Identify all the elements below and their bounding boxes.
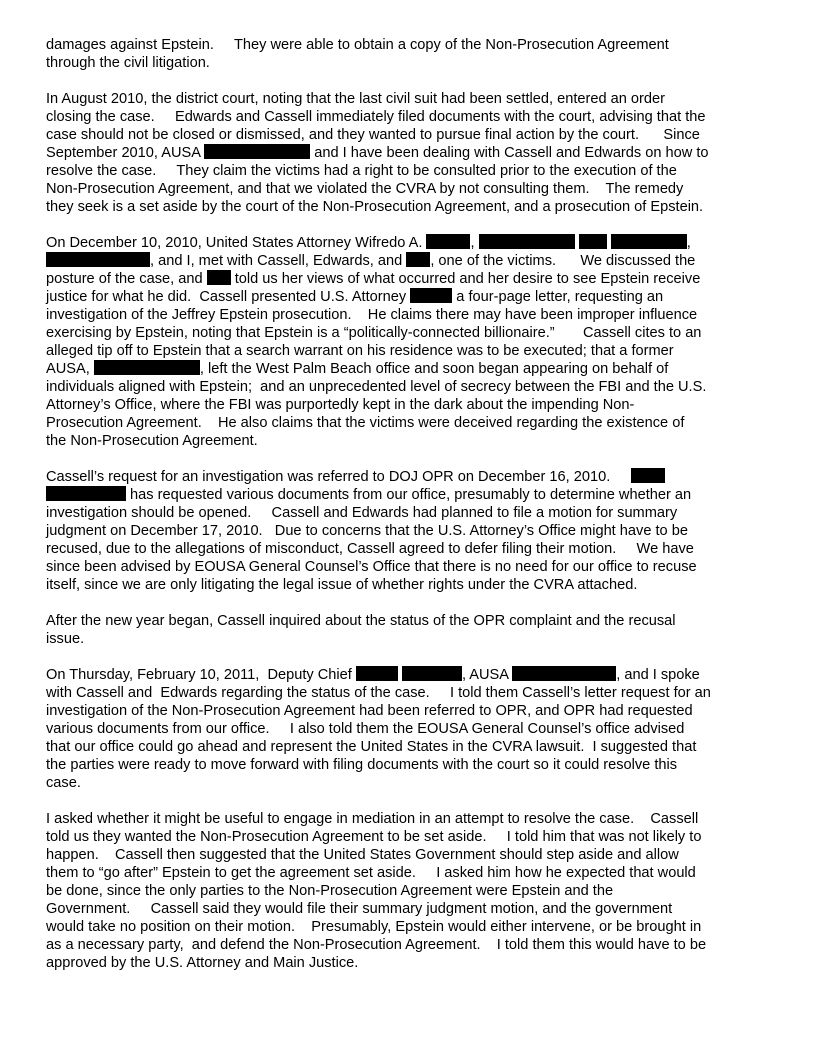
text-line: After the new year began, Cassell inquired about the status of the OPR complaint and the recusal xyxy=(46,613,676,629)
text-line: damages against Epstein. They were able to obtain a copy of the Non-Prosecution Agreement xyxy=(46,37,669,53)
text-line xyxy=(46,360,782,378)
text-line: recused, due to the allegations of misconduct, Cassell agreed to defer filing their motion. We have xyxy=(46,541,694,557)
paragraph xyxy=(46,90,782,216)
paragraph xyxy=(46,36,782,72)
redaction-bar xyxy=(402,666,462,681)
text-line: investigation should be opened. Cassell and Edwards had planned to file a motion for summary xyxy=(46,505,678,521)
text-segment: , and I spoke xyxy=(616,667,700,683)
redaction-bar xyxy=(356,666,398,681)
text-line: investigation of the Jeffrey Epstein prosecution. He claims there may have been improper influence xyxy=(46,307,698,323)
text-line xyxy=(46,486,782,504)
text-line: Prosecution Agreement. He also claims that the victims were deceived regarding the existence of xyxy=(46,415,685,431)
paragraph-gap xyxy=(46,594,782,612)
redaction-bar xyxy=(207,270,231,285)
text-segment: , one of the victims. We discussed the xyxy=(430,253,696,269)
text-line: that our office could go ahead and represent the United States in the CVRA lawsuit. I suggested that xyxy=(46,739,697,755)
redaction-bar xyxy=(204,144,310,159)
text-line: told us they wanted the Non-Prosecution Agreement to be set aside. I told him that was not likely to xyxy=(46,829,702,845)
text-line: approved by the U.S. Attorney and Main Justice. xyxy=(46,955,359,971)
text-line xyxy=(46,252,782,270)
text-segment: , and I, met with Cassell, Edwards, and xyxy=(150,253,407,269)
text-line: them to “go after” Epstein to get the agreement set aside. I asked him how he expected that would xyxy=(46,865,696,881)
text-line: they seek is a set aside by the court of the Non-Prosecution Agreement, and a prosecution of Epstein. xyxy=(46,199,704,215)
redaction-bar xyxy=(46,486,126,501)
text-line: as a necessary party, and defend the Non-Prosecution Agreement. I told them this would have to be xyxy=(46,937,707,953)
text-line: with Cassell and Edwards regarding the status of the case. I told them Cassell’s letter request for an xyxy=(46,685,711,701)
text-line: exercising by Epstein, noting that Epstein is a “politically-connected billionaire.” Cassell cites to an xyxy=(46,325,702,341)
text-segment: and I have been dealing with Cassell and Edwards on how to xyxy=(310,145,709,161)
text-line: alleged tip off to Epstein that a search warrant on his residence was to be executed; that a former xyxy=(46,343,674,359)
text-line: since been advised by EOUSA General Counsel’s Office that there is no need for our office to recuse xyxy=(46,559,697,575)
paragraph xyxy=(46,612,782,648)
text-segment: , xyxy=(686,235,691,251)
paragraph-gap xyxy=(46,648,782,666)
text-segment: has requested various documents from our office, presumably to determine whether an xyxy=(126,487,692,503)
text-segment: On Thursday, February 10, 2011, Deputy Chief xyxy=(46,667,356,683)
text-line: would take no position on their motion. Presumably, Epstein would either intervene, or be brought in xyxy=(46,919,702,935)
text-line: individuals aligned with Epstein; and an unprecedented level of secrecy between the FBI and the U.S. xyxy=(46,379,707,395)
text-line: judgment on December 17, 2010. Due to concerns that the U.S. Attorney’s Office might have to be xyxy=(46,523,688,539)
redaction-bar xyxy=(479,234,575,249)
text-segment: Cassell’s request for an investigation was referred to DOJ OPR on December 16, 2010. xyxy=(46,469,631,485)
text-line: be done, since the only parties to the Non-Prosecution Agreement were Epstein and the xyxy=(46,883,614,899)
text-segment: a four-page letter, requesting an xyxy=(452,289,664,305)
text-segment: , left the West Palm Beach office and soon began appearing on behalf of xyxy=(199,361,669,377)
paragraph-gap xyxy=(46,216,782,234)
paragraph xyxy=(46,234,782,450)
text-line: through the civil litigation. xyxy=(46,55,210,71)
document-page xyxy=(46,36,782,972)
text-line: issue. xyxy=(46,631,85,647)
text-segment: September 2010, AUSA xyxy=(46,145,205,161)
text-line: closing the case. Edwards and Cassell immediately filed documents with the court, advising that the xyxy=(46,109,706,125)
paragraph-gap xyxy=(46,450,782,468)
text-line: happen. Cassell then suggested that the United States Government should step aside and allow xyxy=(46,847,679,863)
text-line xyxy=(46,234,782,252)
paragraph-gap xyxy=(46,792,782,810)
redaction-bar xyxy=(406,252,430,267)
redaction-bar xyxy=(512,666,616,681)
paragraph xyxy=(46,810,782,972)
redaction-bar xyxy=(579,234,607,249)
text-line: various documents from our office. I also told them the EOUSA General Counsel’s office advised xyxy=(46,721,685,737)
text-line xyxy=(46,270,782,288)
text-line: Attorney’s Office, where the FBI was purportedly kept in the dark about the impending Non- xyxy=(46,397,635,413)
redaction-bar xyxy=(46,252,150,267)
text-line xyxy=(46,288,782,306)
text-line: the Non-Prosecution Agreement. xyxy=(46,433,258,449)
redaction-bar xyxy=(410,288,452,303)
text-line: case should not be closed or dismissed, and they wanted to pursue final action by the court. Since xyxy=(46,127,700,143)
text-segment: , AUSA xyxy=(461,667,513,683)
paragraph xyxy=(46,468,782,594)
text-line: the parties were ready to move forward with filing documents with the court so it could resolve this xyxy=(46,757,678,773)
text-segment: posture of the case, and xyxy=(46,271,207,287)
redaction-bar xyxy=(94,360,200,375)
text-line xyxy=(46,666,782,684)
paragraph xyxy=(46,666,782,792)
text-segment: , xyxy=(470,235,479,251)
text-segment: justice for what he did. Cassell presented U.S. Attorney xyxy=(46,289,411,305)
text-line: investigation of the Non-Prosecution Agreement had been referred to OPR, and OPR had requested xyxy=(46,703,693,719)
text-segment: AUSA, xyxy=(46,361,94,377)
text-line: I asked whether it might be useful to engage in mediation in an attempt to resolve the case. Cassell xyxy=(46,811,699,827)
text-line xyxy=(46,144,782,162)
text-line: itself, since we are only litigating the legal issue of whether rights under the CVRA attached. xyxy=(46,577,638,593)
text-line: resolve the case. They claim the victims had a right to be consulted prior to the execution of the xyxy=(46,163,677,179)
text-line: case. xyxy=(46,775,81,791)
redaction-bar xyxy=(631,468,665,483)
text-segment: told us her views of what occurred and her desire to see Epstein receive xyxy=(230,271,701,287)
text-line xyxy=(46,468,782,486)
text-segment: On December 10, 2010, United States Attorney Wifredo A. xyxy=(46,235,427,251)
redaction-bar xyxy=(426,234,470,249)
text-line: Government. Cassell said they would file their summary judgment motion, and the government xyxy=(46,901,673,917)
paragraph-gap xyxy=(46,72,782,90)
text-line: In August 2010, the district court, noting that the last civil suit had been settled, entered an order xyxy=(46,91,665,107)
redaction-bar xyxy=(611,234,687,249)
text-line: Non-Prosecution Agreement, and that we violated the CVRA by not consulting them. The remedy xyxy=(46,181,684,197)
